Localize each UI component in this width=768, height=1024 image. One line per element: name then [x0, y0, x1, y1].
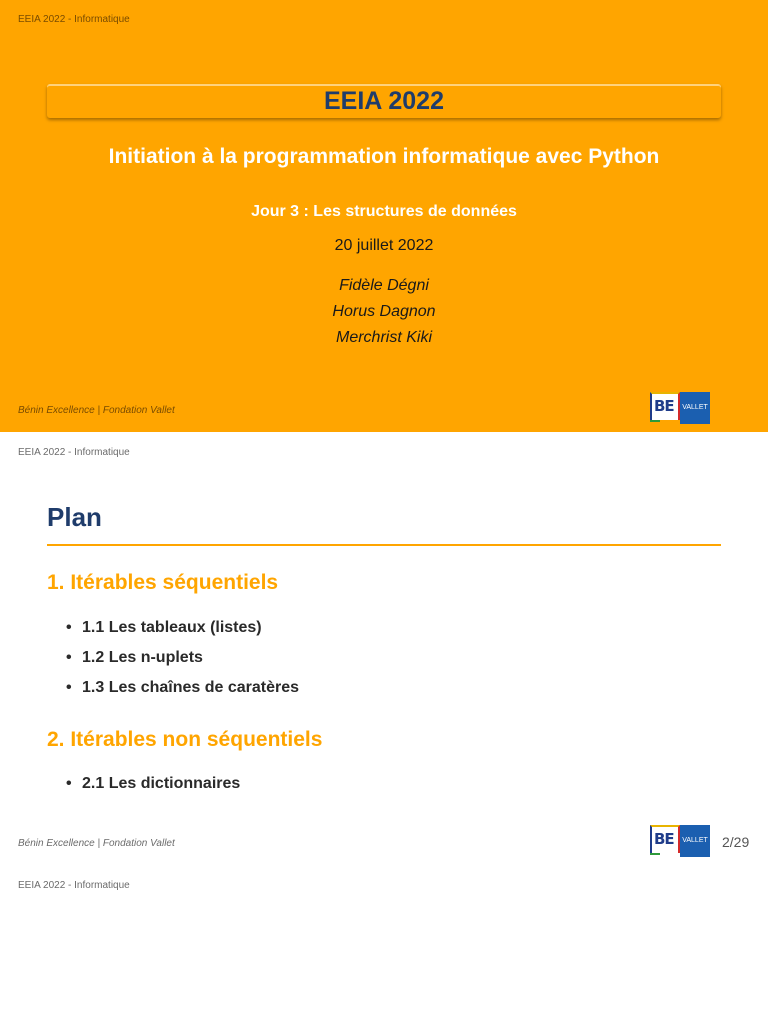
section-item-list	[66, 618, 299, 708]
author-name: Fidèle Dégni	[339, 277, 429, 294]
slide-header: EEIA 2022 - Informatique	[18, 447, 130, 458]
fondation-vallet-logo-icon: VALLET	[680, 825, 710, 857]
slide-footer: Bénin Excellence | Fondation Vallet	[18, 405, 175, 416]
author-list	[0, 273, 768, 351]
slide-title: Plan	[47, 502, 102, 532]
section-item-list	[66, 774, 240, 804]
presentation-date: 20 juillet 2022	[334, 237, 434, 254]
slide-footer: Bénin Excellence | Fondation Vallet	[18, 838, 175, 849]
day-title: Jour 3 : Les structures de données	[251, 203, 517, 220]
section-heading: 2. Itérables non séquentiels	[47, 728, 323, 751]
page-number: 2/29	[722, 834, 750, 850]
author-name: Merchrist Kiki	[335, 329, 432, 346]
author-name: Horus Dagnon	[332, 303, 436, 320]
list-item: • 1.1 Les tableaux (listes)	[66, 619, 262, 636]
sponsor-logo	[650, 392, 710, 424]
list-item: • 1.3 Les chaînes de caratères	[66, 679, 300, 696]
benin-excellence-logo-icon: BE	[650, 392, 680, 420]
title-banner	[47, 84, 721, 118]
benin-excellence-logo-icon: BE	[650, 825, 680, 853]
list-item: • 1.2 Les n-uplets	[66, 649, 203, 666]
sponsor-logo	[650, 825, 710, 857]
fondation-vallet-logo-icon: VALLET	[680, 392, 710, 424]
plan-slide	[0, 434, 768, 867]
list-item: • 2.1 Les dictionnaires	[66, 775, 241, 792]
title-divider	[47, 544, 721, 546]
next-slide	[0, 867, 768, 1024]
section-heading: 1. Itérables séquentiels	[47, 571, 279, 594]
presentation-title: EEIA 2022	[324, 87, 444, 115]
presentation-subtitle: Initiation à la programmation informatique avec Python	[108, 145, 660, 168]
title-slide	[0, 0, 768, 432]
slide-header: EEIA 2022 - Informatique	[18, 880, 130, 891]
slide-header: EEIA 2022 - Informatique	[18, 14, 130, 25]
